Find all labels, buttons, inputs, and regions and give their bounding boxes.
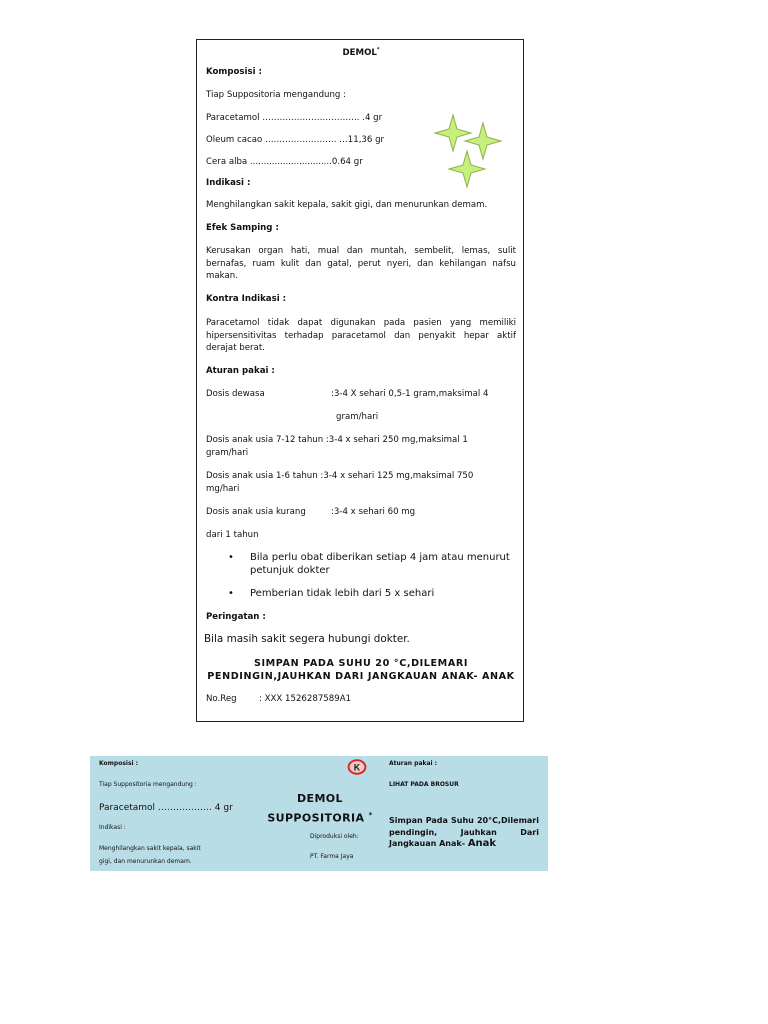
storage-warning-line1: SIMPAN PADA SUHU 20 °C,DILEMARI (253, 658, 469, 669)
label-product-name: DEMOL SUPPOSITORIA * (267, 792, 373, 825)
tiap-suppositoria-line: Tiap Suppositoria mengandung : (206, 90, 347, 100)
noreg-label: No.Reg (206, 694, 237, 704)
svg-text:K: K (353, 762, 361, 773)
label-storage-warning: Simpan Pada Suhu 20°C,Dilemari pendingin, Jauhkan Dari Jangkauan Anak- Anak (389, 816, 539, 849)
obat-keras-logo-icon (347, 759, 367, 775)
ingredient-cera-alba: Cera alba ..............................0.64 gr (206, 157, 363, 167)
bullet-text: Pemberian tidak lebih dari 5 x sehari (250, 588, 435, 599)
dari-1-tahun: dari 1 tahun (206, 530, 259, 540)
efek-samping-heading: Efek Samping : (206, 223, 279, 233)
peringatan-heading: Peringatan : (206, 612, 266, 622)
product-label (90, 756, 548, 871)
list-item: • Pemberian tidak lebih dari 5 x sehari (228, 587, 518, 601)
label-indikasi-line1: Menghilangkan sakit kepala, sakit (99, 845, 201, 852)
dosis-dewasa-label: Dosis dewasa (206, 389, 265, 399)
label-komposisi: Komposisi : (99, 760, 139, 767)
dosis-anak-7-12-line1: Dosis anak usia 7-12 tahun :3-4 x sehari 250 mg,maksimal 1 (206, 435, 468, 445)
dosis-dewasa-value: :3-4 X sehari 0,5-1 gram,maksimal 4 (331, 389, 489, 399)
dosis-anak-7-12-line2: gram/hari (206, 448, 249, 458)
noreg-value: : XXX 1526287589A1 (259, 694, 352, 704)
aturan-pakai-heading: Aturan pakai : (206, 366, 275, 376)
storage-warning-line2: PENDINGIN,JAUHKAN DARI JANGKAUAN ANAK- ANAK (207, 671, 515, 682)
ingredient-paracetamol: Paracetamol ……………………………. .4 gr (206, 113, 383, 123)
label-lihat-brosur: LIHAT PADA BROSUR (389, 781, 459, 788)
indikasi-text: Menghilangkan sakit kepala, sakit gigi, dan menurunkan demam. (206, 200, 488, 210)
bullet-text: Bila perlu obat diberikan setiap 4 jam atau menurut petunjuk dokter (250, 552, 510, 576)
list-item: • Bila perlu obat diberikan setiap 4 jam atau menurut petunjuk dokter (228, 551, 518, 579)
label-aturan-pakai: Aturan pakai : (389, 760, 438, 767)
komposisi-heading: Komposisi : (206, 67, 262, 77)
ingredient-oleum-cacao: Oleum cacao ……………………. …11,36 gr (206, 135, 385, 145)
efek-samping-text: Kerusakan organ hati, mual dan muntah, sembelit, lemas, sulit bernafas, ruam kulit dan gatal, perut nyeri, dan kehilangan nafsu makan. (206, 246, 516, 281)
dosis-anak-1-6-line2: mg/hari (206, 484, 240, 494)
brochure-title: DEMOL* (342, 47, 380, 58)
label-diproduksi-oleh: Diproduksi oleh: (310, 833, 359, 840)
kontra-indikasi-text: Paracetamol tidak dapat digunakan pada pasien yang memiliki hipersensitivitas terhadap paracetamol dan penyakit hepar aktif derajat berat. (206, 318, 516, 353)
sparkle-stars-icon (433, 110, 507, 196)
label-paracetamol: Paracetamol ……………… 4 gr (99, 803, 233, 813)
label-tiap-suppositoria: Tiap Suppositoria mengandung : (99, 781, 197, 788)
peringatan-text: Bila masih sakit segera hubungi dokter. (204, 633, 410, 645)
brochure-panel (196, 39, 524, 722)
label-indikasi-line2: gigi, dan menurunkan demam. (99, 858, 192, 865)
label-company: PT. Farma Jaya (310, 853, 354, 860)
indikasi-heading: Indikasi : (206, 178, 251, 188)
dosis-anak-kurang-label: Dosis anak usia kurang (206, 507, 306, 517)
dosis-anak-kurang-value: :3-4 x sehari 60 mg (331, 507, 416, 517)
dosis-dewasa-continued: gram/hari (336, 412, 379, 422)
kontra-indikasi-heading: Kontra Indikasi : (206, 294, 287, 304)
dosis-anak-1-6-line1: Dosis anak usia 1-6 tahun :3-4 x sehari 125 mg,maksimal 750 (206, 471, 474, 481)
label-indikasi: Indikasi : (99, 824, 126, 831)
